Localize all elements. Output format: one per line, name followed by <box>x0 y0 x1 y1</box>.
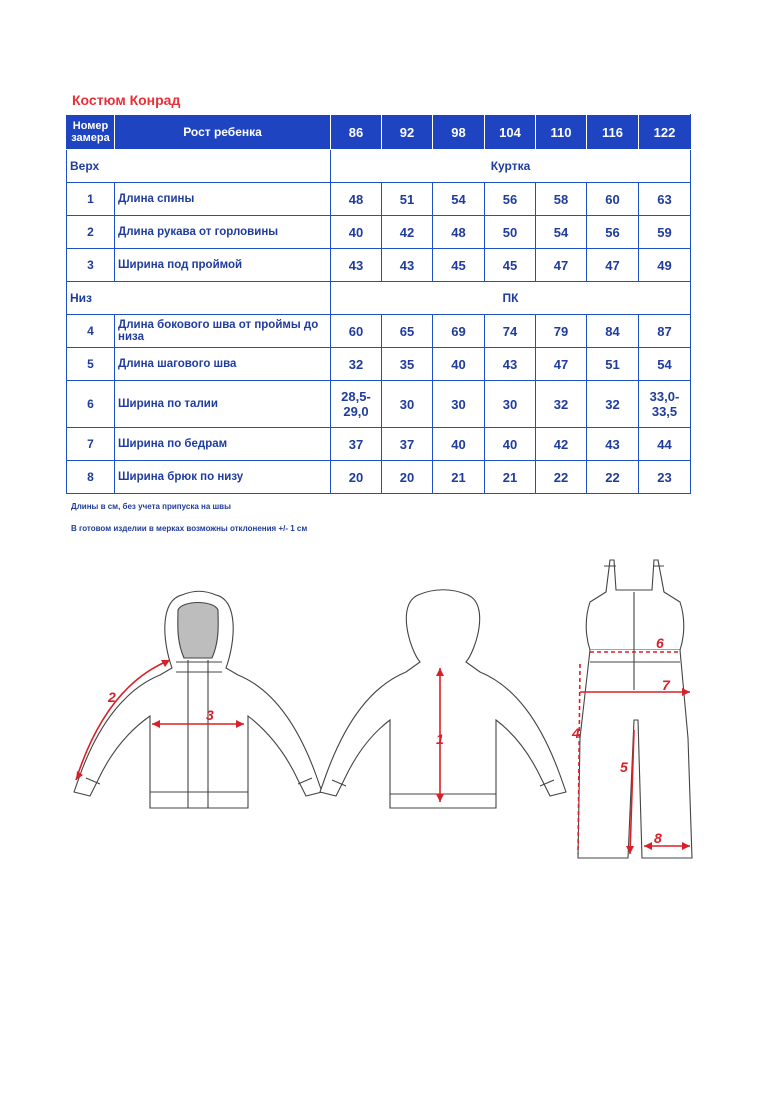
measure-value: 63 <box>639 183 691 216</box>
overall-pants-drawing <box>578 560 692 858</box>
measure-value: 21 <box>433 461 485 494</box>
measure-value: 37 <box>382 428 433 461</box>
measure-value: 21 <box>485 461 536 494</box>
header-number-line2: замера <box>71 132 110 144</box>
measure-number: 5 <box>67 348 115 381</box>
measure-value: 48 <box>433 216 485 249</box>
measure-value: 69 <box>433 315 485 348</box>
measure-value: 43 <box>485 348 536 381</box>
measure-value: 60 <box>587 183 639 216</box>
measure-value: 22 <box>587 461 639 494</box>
garment-illustrations <box>0 540 762 870</box>
measure-name: Длина бокового шва от проймы до низа <box>115 315 331 348</box>
measure-value: 45 <box>433 249 485 282</box>
measure-value: 51 <box>382 183 433 216</box>
measure-value: 47 <box>587 249 639 282</box>
measure-name: Длина рукава от горловины <box>115 216 331 249</box>
measure-number: 1 <box>67 183 115 216</box>
table-row <box>67 315 691 348</box>
measure-value: 32 <box>331 348 382 381</box>
measure-number: 2 <box>67 216 115 249</box>
measure-value: 40 <box>433 428 485 461</box>
note-units: Длины в см, без учета припуска на швы <box>71 502 231 511</box>
measure-value: 59 <box>639 216 691 249</box>
measure-value <box>639 381 691 428</box>
measure-name: Длина спины <box>115 183 331 216</box>
measure-number: 6 <box>67 381 115 428</box>
measure-value-line: 33,5 <box>651 404 678 419</box>
header-size: 104 <box>485 115 536 150</box>
measure-value: 51 <box>587 348 639 381</box>
header-size: 116 <box>587 115 639 150</box>
size-table <box>66 114 691 494</box>
measure-name: Длина шагового шва <box>115 348 331 381</box>
measure-number: 8 <box>67 461 115 494</box>
measure-value: 54 <box>433 183 485 216</box>
measure-value: 49 <box>639 249 691 282</box>
section-row <box>67 282 691 315</box>
measure-value: 84 <box>587 315 639 348</box>
header-size: 110 <box>536 115 587 150</box>
measure-value: 48 <box>331 183 382 216</box>
header-child-height: Рост ребенка <box>115 115 331 150</box>
measure-name: Ширина по бедрам <box>115 428 331 461</box>
measure-value: 32 <box>536 381 587 428</box>
measure-value: 30 <box>433 381 485 428</box>
measure-value-line: 33,0- <box>649 389 680 404</box>
label-measure-4: 4 <box>572 725 580 741</box>
measure-value: 47 <box>536 348 587 381</box>
table-row <box>67 381 691 428</box>
measure-value: 43 <box>382 249 433 282</box>
measure-value: 30 <box>382 381 433 428</box>
measure-value: 60 <box>331 315 382 348</box>
measure-value: 65 <box>382 315 433 348</box>
header-size: 86 <box>331 115 382 150</box>
label-measure-7: 7 <box>662 677 670 693</box>
measure-value: 54 <box>536 216 587 249</box>
measure-number: 3 <box>67 249 115 282</box>
measure-value: 42 <box>536 428 587 461</box>
measure-value: 40 <box>331 216 382 249</box>
measure-value-line: 28,5- <box>341 389 371 404</box>
measure-value: 40 <box>485 428 536 461</box>
measure-value: 43 <box>331 249 382 282</box>
header-measure-number <box>67 115 115 150</box>
note-tolerance: В готовом изделии в мерках возможны отклонения +/- 1 см <box>71 524 308 533</box>
label-measure-5: 5 <box>620 759 628 775</box>
measure-value: 20 <box>331 461 382 494</box>
measure-value: 54 <box>639 348 691 381</box>
table-row <box>67 216 691 249</box>
section-garment: Куртка <box>331 150 691 183</box>
table-row <box>67 249 691 282</box>
measure-value: 23 <box>639 461 691 494</box>
section-label: Верх <box>67 150 331 183</box>
measure-value: 74 <box>485 315 536 348</box>
measure-value: 30 <box>485 381 536 428</box>
measure-value: 40 <box>433 348 485 381</box>
measure-value: 56 <box>485 183 536 216</box>
section-row <box>67 150 691 183</box>
measure-number: 7 <box>67 428 115 461</box>
measure-name: Ширина под проймой <box>115 249 331 282</box>
measure-value: 56 <box>587 216 639 249</box>
table-row <box>67 183 691 216</box>
measure-value: 42 <box>382 216 433 249</box>
header-size: 122 <box>639 115 691 150</box>
measure-value: 50 <box>485 216 536 249</box>
measure-number: 4 <box>67 315 115 348</box>
measure-value: 79 <box>536 315 587 348</box>
measure-value <box>331 381 382 428</box>
table-row <box>67 461 691 494</box>
measure-value: 87 <box>639 315 691 348</box>
measure-value: 43 <box>587 428 639 461</box>
measure-value-line: 29,0 <box>343 404 369 419</box>
label-measure-8: 8 <box>654 830 662 846</box>
measure-value: 22 <box>536 461 587 494</box>
header-size: 98 <box>433 115 485 150</box>
measure-value: 58 <box>536 183 587 216</box>
page-title: Костюм Конрад <box>72 92 181 108</box>
measure-value: 44 <box>639 428 691 461</box>
header-size: 92 <box>382 115 433 150</box>
section-label: Низ <box>67 282 331 315</box>
label-measure-2: 2 <box>108 689 116 705</box>
table-row <box>67 428 691 461</box>
measure-value: 45 <box>485 249 536 282</box>
section-garment: ПК <box>331 282 691 315</box>
label-measure-1: 1 <box>436 731 444 747</box>
table-header-row <box>67 115 691 150</box>
label-measure-6: 6 <box>656 635 664 651</box>
measure-value: 32 <box>587 381 639 428</box>
header-number-line1: Номер <box>72 120 109 132</box>
jacket-back-drawing <box>320 590 566 808</box>
measure-value: 20 <box>382 461 433 494</box>
measure-value: 35 <box>382 348 433 381</box>
measure-name: Ширина по талии <box>115 381 331 428</box>
measure-value: 37 <box>331 428 382 461</box>
table-row <box>67 348 691 381</box>
measure-name: Ширина брюк по низу <box>115 461 331 494</box>
measure-value: 47 <box>536 249 587 282</box>
label-measure-3: 3 <box>206 707 214 723</box>
